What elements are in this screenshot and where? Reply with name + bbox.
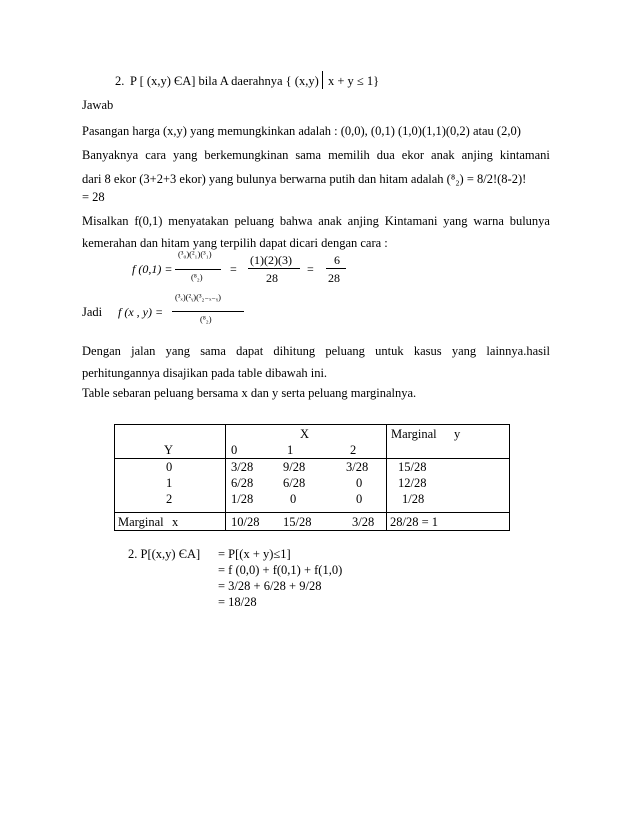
text-line-3: dari 8 ekor (3+2+3 ekor) yang bulunya berwarna putih dan hitam adalah (⁸₂) = 8/2!(8-2)! [82, 172, 527, 186]
text-line-5 [82, 214, 550, 228]
text-line-4: = 28 [82, 190, 105, 204]
jadi-label: Jadi [82, 305, 103, 319]
word: Dengan [82, 344, 121, 358]
word: dapat [236, 344, 264, 358]
table-y-value: 0 [166, 460, 173, 474]
word: yang [173, 148, 198, 162]
word: bahwa [279, 214, 313, 228]
word: yang [451, 344, 477, 358]
jawab-label: Jawab [82, 98, 114, 112]
table-marginal-x-value: 15/28 [283, 515, 312, 529]
formula1-denominator: (⁸₂) [191, 272, 203, 282]
table-cell: 0 [290, 492, 297, 506]
table-cell: 3/28 [346, 460, 369, 474]
table-cell: 0 [356, 476, 363, 490]
table-cell: 9/28 [283, 460, 306, 474]
word: kasus [413, 344, 442, 358]
table-y-value: 2 [166, 492, 173, 506]
word: menyatakan [168, 214, 229, 228]
word: f(0,1) [134, 214, 163, 228]
word: sama [200, 344, 226, 358]
table-x-value: 2 [350, 443, 357, 457]
word: bulunya [509, 214, 550, 228]
table-x-value: 0 [231, 443, 238, 457]
solution-label: 2. P[(x,y) ЄA] [128, 547, 201, 561]
word: peluang [325, 344, 365, 358]
word: anak [431, 148, 455, 162]
word: sama [295, 148, 322, 162]
word: dua [376, 148, 395, 162]
formula2-lhs: f (x , y) = [118, 305, 164, 319]
word: cara [145, 148, 167, 162]
formula2-denominator: (⁸₂) [200, 314, 212, 324]
table-cell: 6/28 [283, 476, 306, 490]
word: berkemungkinan [204, 148, 289, 162]
word: warna [473, 214, 504, 228]
table-marginal-x-value: 28/28 = 1 [390, 515, 439, 529]
table-x-value: 1 [287, 443, 294, 457]
item-number: 2. [115, 74, 125, 88]
table-x-header: X [300, 427, 310, 441]
table-cell: 6/28 [231, 476, 254, 490]
formula1-fraction-bar-2 [248, 268, 300, 269]
formula1-fraction-bar-3 [326, 268, 346, 269]
text-line-7 [82, 344, 550, 358]
formula1-den3: 28 [328, 271, 340, 285]
table-cell: 1/28 [402, 492, 425, 506]
solution-step: = 3/28 + 6/28 + 9/28 [218, 579, 322, 593]
formula1-num3: 6 [334, 253, 340, 267]
word: yang [165, 344, 190, 358]
word: peluang [234, 214, 275, 228]
table-marginal-y-header: Marginal [391, 427, 437, 441]
word: kintamani [499, 148, 550, 162]
word: dihitung [273, 344, 316, 358]
formula2-numerator: (³ₓ)(²ᵧ)(³₂₋ₓ₋ᵧ) [175, 292, 222, 302]
formula1-numerator: (³₀)(²₁)(³₁) [178, 249, 212, 259]
text-line-8: perhitungannya disajikan pada table dibawah ini. [82, 366, 328, 380]
word: memilih [328, 148, 370, 162]
text-line-9: Table sebaran peluang bersama x dan y serta peluang marginalnya. [82, 386, 417, 400]
solution-step: = P[(x + y)≤1] [218, 547, 291, 561]
table-cell: 12/28 [398, 476, 427, 490]
table-cell: 0 [356, 492, 363, 506]
table-marginal-y-suffix: y [454, 427, 461, 441]
table-marginal-x-value: 10/28 [231, 515, 260, 529]
formula1-num2: (1)(2)(3) [250, 253, 292, 267]
solution-step: = 18/28 [218, 595, 257, 609]
formula1-fraction-bar [175, 269, 221, 270]
text-line-1: Pasangan harga (x,y) yang memungkinkan adalah : (0,0), (0,1) (1,0)(1,1)(0,2) atau (2,0) [82, 124, 521, 138]
word: Kintamani [384, 214, 438, 228]
item-question-right: x + y ≤ 1} [328, 74, 380, 88]
table-cell: 15/28 [398, 460, 427, 474]
word: Banyaknya [82, 148, 139, 162]
table-marginal-x-suffix: x [172, 515, 179, 529]
word: anak [318, 214, 342, 228]
table-marginal-x-value: 3/28 [352, 515, 375, 529]
formula1-eq1: = [230, 262, 237, 276]
text-line-6: kemerahan dan hitam yang terpilih dapat dicari dengan cara : [82, 236, 388, 250]
word: anjing [461, 148, 493, 162]
word: lainnya.hasil [486, 344, 550, 358]
formula2-fraction-bar [172, 311, 244, 312]
formula1-lhs: f (0,1) = [132, 262, 173, 276]
formula1-den2: 28 [266, 271, 278, 285]
word: yang [443, 214, 468, 228]
given-bar [322, 71, 323, 89]
word: jalan [131, 344, 156, 358]
table-cell: 3/28 [231, 460, 254, 474]
table-cell: 1/28 [231, 492, 254, 506]
table-marginal-x-label: Marginal [118, 515, 164, 529]
text-line-2 [82, 148, 550, 162]
table-y-header: Y [164, 443, 174, 457]
word: ekor [401, 148, 425, 162]
word: untuk [375, 344, 404, 358]
solution-step: = f (0,0) + f(0,1) + f(1,0) [218, 563, 343, 577]
word: anjing [347, 214, 379, 228]
item-question-left: P [ (x,y) ЄA] bila A daerahnya { (x,y) [130, 74, 319, 88]
word: Misalkan [82, 214, 129, 228]
formula1-eq2: = [307, 262, 314, 276]
table-y-value: 1 [166, 476, 173, 490]
